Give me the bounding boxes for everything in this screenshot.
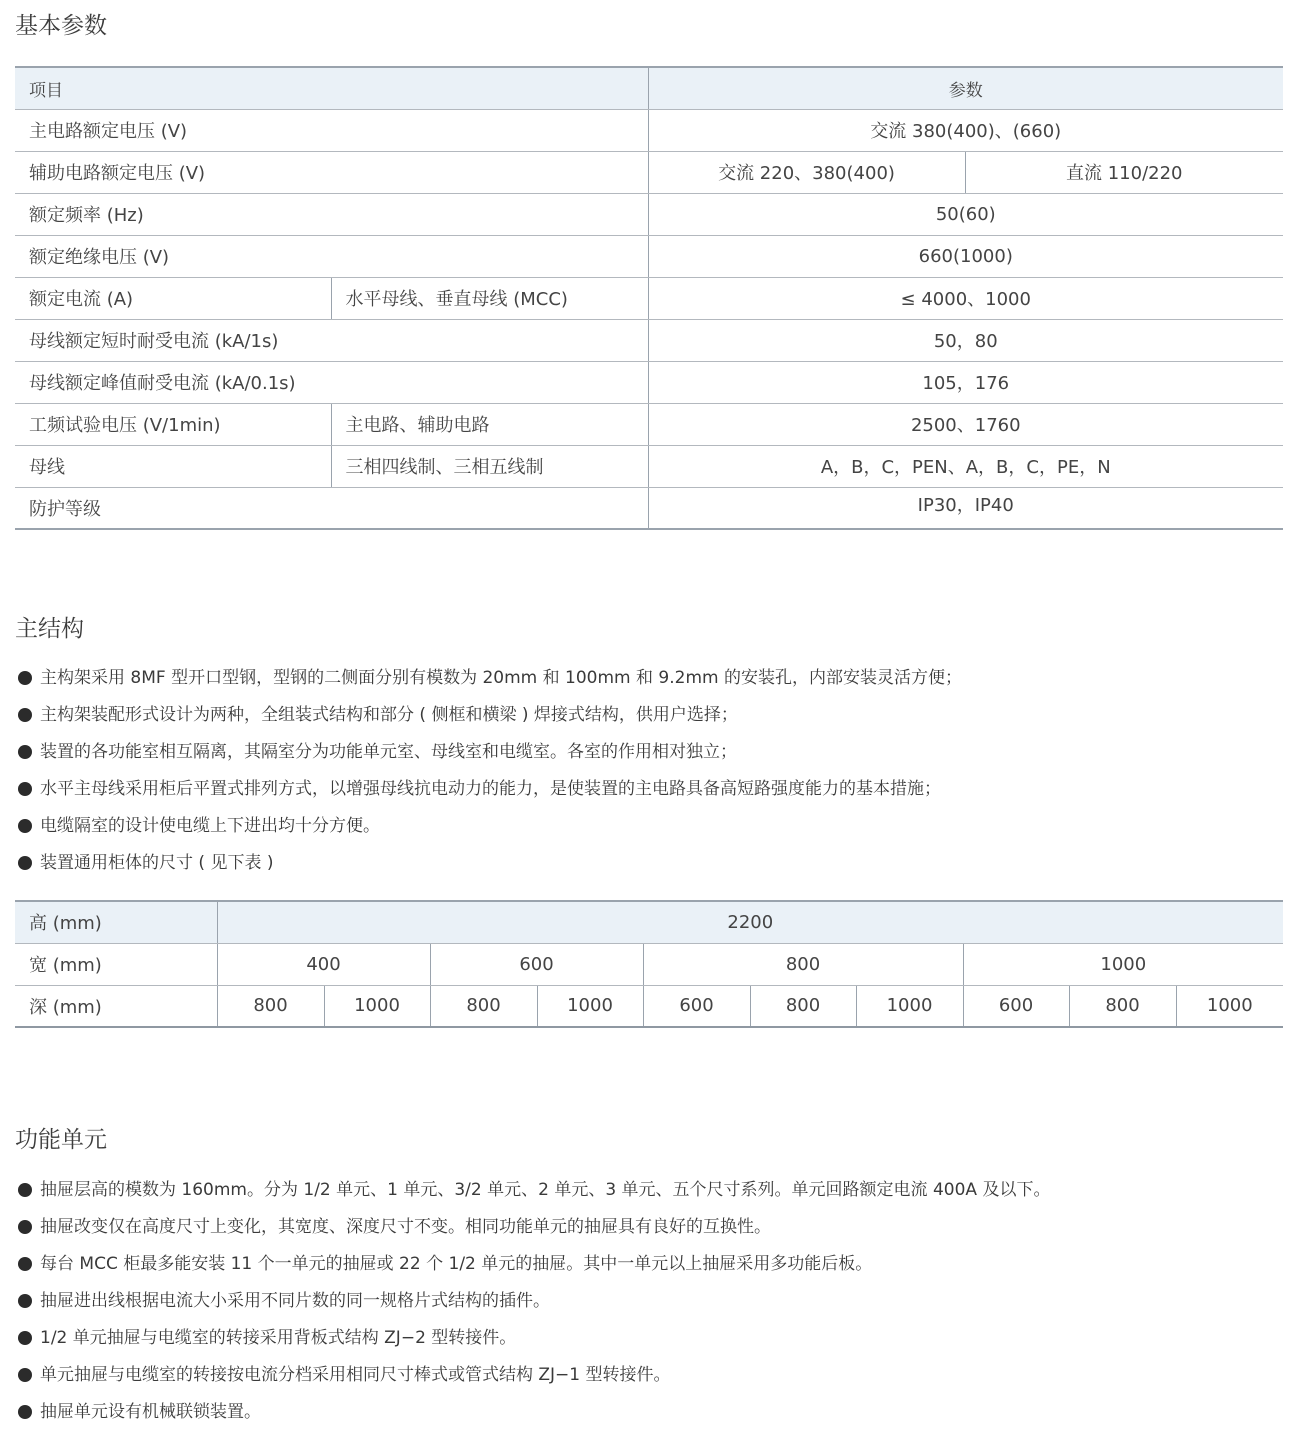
row-value: 105，176 (648, 361, 1283, 403)
bullet-icon (18, 708, 32, 722)
list-item (18, 1326, 1050, 1363)
bullet-icon (18, 1405, 32, 1419)
list-item (18, 1252, 1050, 1289)
list-item (18, 703, 962, 740)
bullet-icon (18, 745, 32, 759)
depth-row (15, 985, 1283, 1027)
table-row (15, 319, 1283, 361)
list-item-text: 水平主母线采用柜后平置式排列方式，以增强母线抗电动力的能力，是使装置的主电路具备高短路强度能力的基本措施； (40, 779, 941, 799)
bullet-icon (18, 1220, 32, 1234)
width-value: 800 (643, 943, 963, 985)
basic-params-table (15, 66, 1283, 530)
depth-value: 800 (1069, 985, 1176, 1027)
row-label: 额定频率 (Hz) (15, 193, 648, 235)
table-row (15, 193, 1283, 235)
width-label: 宽 (mm) (15, 943, 217, 985)
row-label: 额定电流 (A) (15, 277, 331, 319)
functional-unit-list (18, 1178, 1050, 1437)
row-value-ac: 交流 220、380(400) (648, 151, 965, 193)
row-value-dc: 直流 110/220 (965, 151, 1283, 193)
list-item-text: 抽屉进出线根据电流大小采用不同片数的同一规格片式结构的插件。 (40, 1291, 550, 1311)
list-item (18, 814, 962, 851)
table-header-row (15, 67, 1283, 109)
list-item-text: 抽屉单元设有机械联锁装置。 (40, 1402, 261, 1422)
row-value: 660(1000) (648, 235, 1283, 277)
list-item (18, 666, 962, 703)
list-item (18, 1215, 1050, 1252)
row-label: 主电路额定电压 (V) (15, 109, 648, 151)
depth-value: 1000 (856, 985, 963, 1027)
width-value: 600 (430, 943, 643, 985)
depth-value: 1000 (537, 985, 643, 1027)
depth-value: 1000 (324, 985, 430, 1027)
bullet-icon (18, 671, 32, 685)
width-value: 400 (217, 943, 430, 985)
list-item-text: 主构架装配形式设计为两种，全组装式结构和部分 ( 侧框和横梁 ) 焊接式结构，供用户选择； (40, 705, 738, 725)
row-value: 交流 380(400)、(660) (648, 109, 1283, 151)
row-value: IP30，IP40 (648, 487, 1283, 529)
bullet-icon (18, 1331, 32, 1345)
depth-value: 600 (963, 985, 1069, 1027)
table-row (15, 151, 1283, 193)
row-label: 工频试验电压 (V/1min) (15, 403, 331, 445)
height-label: 高 (mm) (15, 901, 217, 943)
row-value: 2500、1760 (648, 403, 1283, 445)
table-row (15, 487, 1283, 529)
list-item-text: 单元抽屉与电缆室的转接按电流分档采用相同尺寸棒式或管式结构 ZJ−1 型转接件。 (40, 1365, 671, 1385)
bullet-icon (18, 1183, 32, 1197)
row-sublabel: 三相四线制、三相五线制 (331, 445, 648, 487)
list-item (18, 851, 962, 888)
table-row (15, 445, 1283, 487)
list-item-text: 装置通用柜体的尺寸 ( 见下表 ) (40, 853, 274, 873)
height-value: 2200 (217, 901, 1283, 943)
bullet-icon (18, 856, 32, 870)
bullet-icon (18, 819, 32, 833)
list-item (18, 777, 962, 814)
list-item (18, 1363, 1050, 1400)
list-item-text: 1/2 单元抽屉与电缆室的转接采用背板式结构 ZJ−2 型转接件。 (40, 1328, 517, 1348)
section-title-basic-params: 基本参数 (15, 13, 107, 39)
row-value: ≤ 4000、1000 (648, 277, 1283, 319)
row-label: 防护等级 (29, 498, 101, 520)
bullet-icon (18, 1368, 32, 1382)
list-item (18, 740, 962, 777)
list-item-text: 主构架采用 8MF 型开口型钢，型钢的二侧面分别有模数为 20mm 和 100mm 和 9.2mm 的安装孔，内部安装灵活方便； (40, 668, 962, 688)
list-item-text: 电缆隔室的设计使电缆上下进出均十分方便。 (40, 816, 380, 836)
header-item: 项目 (15, 67, 648, 109)
depth-value: 800 (750, 985, 856, 1027)
list-item-text: 每台 MCC 柜最多能安装 11 个一单元的抽屉或 22 个 1/2 单元的抽屉。其中一单元以上抽屉采用多功能后板。 (40, 1254, 873, 1274)
row-value: 50(60) (648, 193, 1283, 235)
row-sublabel: 水平母线、垂直母线 (MCC) (331, 277, 648, 319)
bullet-icon (18, 782, 32, 796)
list-item (18, 1400, 1050, 1437)
section-title-main-structure: 主结构 (15, 616, 84, 642)
row-label: 母线额定峰值耐受电流 (kA/0.1s) (15, 361, 648, 403)
row-label: 辅助电路额定电压 (V) (15, 151, 648, 193)
table-row (15, 403, 1283, 445)
width-value: 1000 (963, 943, 1283, 985)
depth-value: 600 (643, 985, 750, 1027)
row-label: 母线额定短时耐受电流 (kA/1s) (15, 319, 648, 361)
depth-value: 1000 (1176, 985, 1283, 1027)
row-label: 母线 (15, 445, 331, 487)
section-title-functional-unit: 功能单元 (15, 1127, 107, 1153)
list-item (18, 1289, 1050, 1326)
depth-value: 800 (430, 985, 537, 1027)
row-value: 50，80 (648, 319, 1283, 361)
bullet-icon (18, 1257, 32, 1271)
table-row (15, 361, 1283, 403)
depth-value: 800 (217, 985, 324, 1027)
height-row (15, 901, 1283, 943)
list-item (18, 1178, 1050, 1215)
bullet-icon (18, 1294, 32, 1308)
depth-label: 深 (mm) (29, 996, 102, 1018)
row-sublabel: 主电路、辅助电路 (331, 403, 648, 445)
table-row (15, 277, 1283, 319)
list-item-text: 抽屉层高的模数为 160mm。分为 1/2 单元、1 单元、3/2 单元、2 单元、3 单元、五个尺寸系列。单元回路额定电流 400A 及以下。 (40, 1180, 1051, 1200)
width-row (15, 943, 1283, 985)
list-item-text: 装置的各功能室相互隔离，其隔室分为功能单元室、母线室和电缆室。各室的作用相对独立； (40, 742, 737, 762)
table-row (15, 235, 1283, 277)
table-row (15, 109, 1283, 151)
main-structure-list (18, 666, 962, 888)
cabinet-dimensions-table (15, 900, 1283, 1028)
row-label: 额定绝缘电压 (V) (15, 235, 648, 277)
header-param: 参数 (648, 67, 1283, 109)
row-value: A，B，C，PEN、A，B，C，PE，N (648, 445, 1283, 487)
list-item-text: 抽屉改变仅在高度尺寸上变化，其宽度、深度尺寸不变。相同功能单元的抽屉具有良好的互换性。 (40, 1217, 771, 1237)
